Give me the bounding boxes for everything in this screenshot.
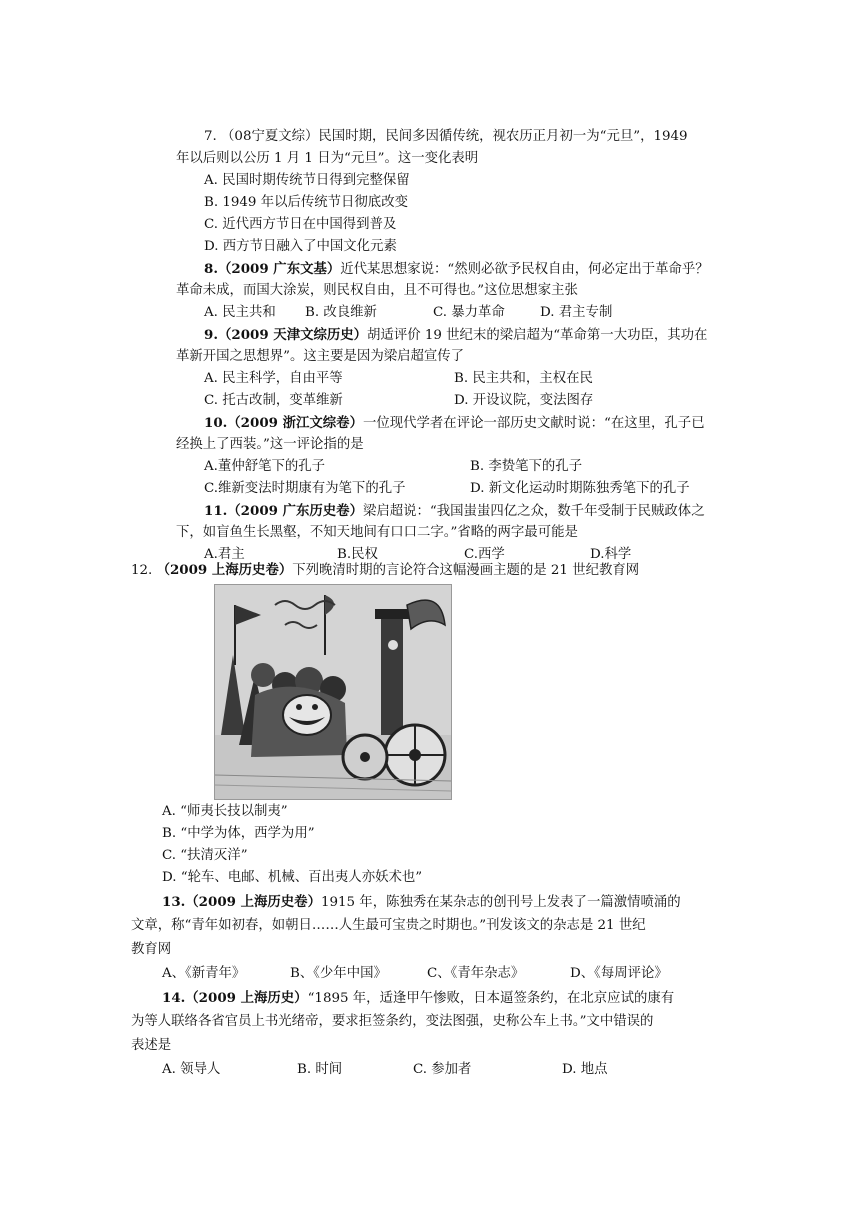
q10-option-a: A.董仲舒笔下的孔子	[204, 459, 326, 474]
q14-option-b: B. 时间	[297, 1062, 343, 1077]
q9-stem-line2: 革新开国之思想界”。这主要是因为梁启超宣传了	[176, 349, 465, 364]
q8-options	[0, 304, 860, 322]
q11-stem-line1	[204, 502, 705, 521]
q14-source: （2009 上海历史）	[185, 990, 308, 1006]
q13-stem-line2: 文章，称“青年如初春，如朝日……人生最可宝贵之时期也。”刊发该文的杂志是 21 世纪	[131, 918, 646, 933]
q13-number: 13.	[162, 894, 186, 910]
q8-option-b: B. 改良维新	[305, 305, 377, 320]
q8-stem-line2: 革命未成，而国大涂炭，则民权自由，且不可得也。”这位思想家主张	[176, 283, 578, 298]
q10-options-row2	[0, 480, 860, 498]
q9-options-row2	[0, 392, 860, 410]
q14-stem-line2: 为等人联络各省官员上书光绪帝，要求拒签条约，变法图强，史称公车上书。”文中错误的	[131, 1014, 654, 1029]
q10-stem-line2: 经换上了西装。”这一评论指的是	[176, 437, 364, 452]
q8-option-d: D. 君主专制	[540, 305, 613, 320]
q11-option-c: C.西学	[464, 547, 505, 562]
q13-options	[0, 965, 860, 983]
q10-number: 10.	[204, 415, 228, 431]
q10-option-b: B. 李贽笔下的孔子	[470, 459, 583, 474]
q11-stem-text: 梁启超说：“我国蚩蚩四亿之众，数千年受制于民贼政体之	[362, 504, 705, 519]
q9-option-d: D. 开设议院，变法图存	[454, 393, 594, 408]
q12-stem	[131, 561, 639, 580]
q12-option-c: C. “扶清灭洋”	[162, 848, 248, 863]
q10-option-d: D. 新文化运动时期陈独秀笔下的孔子	[470, 481, 690, 496]
q9-source: （2009 天津文综历史）	[217, 327, 368, 343]
q7-stem-line2: 年以后则以公历 1 月 1 日为“元旦”。这一变化表明	[176, 151, 479, 166]
q11-option-a: A.君主	[204, 547, 245, 562]
q7-stem-line1: 7. （08宁夏文综）民国时期，民间多因循传统，视农历正月初一为“元旦”，1949	[204, 129, 688, 144]
q10-options-row1	[0, 458, 860, 476]
q13-option-a: A、《新青年》	[162, 966, 246, 981]
q14-option-c: C. 参加者	[413, 1062, 472, 1077]
q14-stem-line1	[162, 989, 674, 1008]
q12-option-d: D. “轮车、电邮、机械、百出夷人亦妖术也”	[162, 870, 423, 885]
q9-option-c: C. 托古改制，变革维新	[204, 393, 343, 408]
q11-number: 11.	[204, 503, 228, 519]
q9-stem-text: 胡适评价 19 世纪末的梁启超为“革命第一大功臣，其功在	[367, 328, 708, 343]
q10-stem-line1	[204, 414, 705, 433]
q10-option-c: C.维新变法时期康有为笔下的孔子	[204, 481, 406, 496]
q14-option-a: A. 领导人	[162, 1062, 221, 1077]
q8-stem-line1	[204, 260, 709, 279]
q7-option-c: C. 近代西方节日在中国得到普及	[204, 217, 397, 232]
q14-stem-text: “1895 年，适逢甲午惨败，日本逼签条约，在北京应试的康有	[307, 991, 675, 1006]
q13-option-b: B、《少年中国》	[290, 966, 387, 981]
q12-option-b: B. “中学为体，西学为用”	[162, 826, 315, 841]
q9-options-row1	[0, 370, 860, 388]
q7-option-b: B. 1949 年以后传统节日彻底改变	[204, 195, 408, 210]
q10-source: （2009 浙江文综卷）	[227, 415, 363, 431]
q9-option-b: B. 民主共和，主权在民	[454, 371, 593, 386]
q11-option-b: B.民权	[337, 547, 378, 562]
q11-stem-line2: 下，如盲鱼生长黑壑，不知天地间有口口二字。”省略的两字最可能是	[176, 525, 578, 540]
q8-option-c: C. 暴力革命	[433, 305, 505, 320]
q12-stem-text: 下列晚清时期的言论符合这幅漫画主题的是 21 世纪教育网	[292, 563, 640, 578]
q8-option-a: A. 民主共和	[204, 305, 276, 320]
q9-number: 9.	[204, 327, 218, 343]
q7-option-a: A. 民国时期传统节日得到完整保留	[204, 173, 410, 188]
q11-option-d: D.科学	[590, 547, 632, 562]
q8-source: （2009 广东文基）	[217, 261, 341, 277]
q14-options	[0, 1061, 860, 1079]
q12-number: 12.	[131, 563, 153, 578]
q13-stem-line1	[162, 893, 681, 912]
q8-stem-text: 近代某思想家说：“然则必欲予民权自由，何必定出于革命乎？	[340, 262, 709, 277]
q13-option-c: C、《青年杂志》	[427, 966, 525, 981]
q13-stem-text: 1915 年，陈独秀在某杂志的创刊号上发表了一篇激情喷涌的	[320, 895, 681, 910]
q8-number: 8.	[204, 261, 218, 277]
q14-option-d: D. 地点	[562, 1062, 608, 1077]
q9-option-a: A. 民主科学，自由平等	[204, 371, 343, 386]
q14-number: 14.	[162, 990, 186, 1006]
q11-source: （2009 广东历史卷）	[227, 503, 363, 519]
q10-stem-text: 一位现代学者在评论一部历史文献时说：“在这里，孔子已	[362, 416, 705, 431]
q13-source: （2009 上海历史卷）	[185, 894, 321, 910]
q13-option-d: D、《每周评论》	[570, 966, 668, 981]
q12-option-a: A. “师夷长技以制夷”	[162, 804, 288, 819]
q7-option-d: D. 西方节日融入了中国文化元素	[204, 239, 397, 254]
q9-stem-line1	[204, 326, 707, 345]
q13-stem-line3: 教育网	[131, 942, 172, 957]
q14-stem-line3: 表述是	[131, 1038, 172, 1053]
q12-source: （2009 上海历史卷）	[156, 562, 293, 578]
cartoon-image	[214, 584, 452, 800]
